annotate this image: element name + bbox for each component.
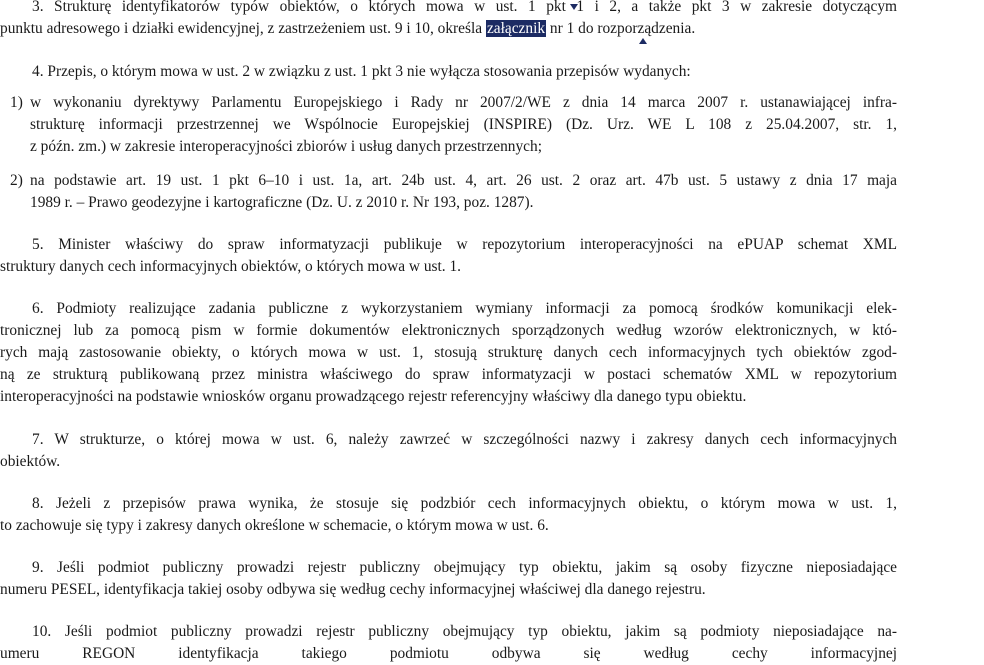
paragraph-3-line-2 bbox=[0, 18, 897, 40]
paragraph-7-line-2: obiektów. bbox=[0, 453, 61, 470]
list-item-1-line-3: z późn. zm.) w zakresie interoperacyjności zbiorów i usług danych przestrzennych; bbox=[30, 138, 542, 155]
paragraph-3-text-after-selection: nr 1 do rozporządzenia. bbox=[549, 20, 696, 37]
paragraph-5-line-1: 5. Minister właściwy do spraw informatyzacji publikuje w repozytorium interoperacyjności na ePUAP schemat XML bbox=[32, 236, 897, 253]
paragraph-6 bbox=[0, 298, 897, 408]
paragraph-4 bbox=[32, 61, 897, 83]
paragraph-6-line-5: interoperacyjności na podstawie wniosków organu prowadzącego rejestr referencyjny właściwy dla danego typu obiektu. bbox=[0, 388, 747, 405]
paragraph-10 bbox=[0, 621, 897, 665]
list-item-2-line-2: 1989 r. – Prawo geodezyjne i kartograficzne (Dz. U. z 2010 r. Nr 193, poz. 1287). bbox=[30, 194, 534, 211]
paragraph-6-line-2: tronicznej lub za pomocą pism w formie dokumentów elektronicznych sporządzonych według wzorów elektronicznych, w któ- bbox=[0, 322, 897, 339]
paragraph-6-line-4: ną ze strukturą publikowaną przez ministra właściwego do spraw informatyzacji w postaci schematów XML w repozytorium bbox=[0, 366, 897, 383]
paragraph-6-line-1: 6. Podmioty realizujące zadania publiczne z wykorzystaniem wymiany informacji za pomocą środków komunikacji elek- bbox=[32, 300, 897, 317]
paragraph-4-line-1: 4. Przepis, o którym mowa w ust. 2 w związku z ust. 1 pkt 3 nie wyłącza stosowania przepisów wydanych: bbox=[32, 63, 691, 80]
paragraph-9-line-1: 9. Jeśli podmiot publiczny prowadzi rejestr publiczny obejmujący typ obiektu, jakim są osoby fizyczne nieposiadające bbox=[32, 559, 897, 576]
paragraph-5 bbox=[0, 234, 897, 278]
list-item-1-number: 1) bbox=[10, 94, 23, 111]
paragraph-10-line-1: 10. Jeśli podmiot publiczny prowadzi rejestr publiczny obejmujący typ obiektu, jakim są podmioty nieposiadające na- bbox=[32, 623, 897, 640]
list-item-2 bbox=[0, 170, 897, 214]
list-item-2-line-1: na podstawie art. 19 ust. 1 pkt 6–10 i ust. 1a, art. 24b ust. 4, art. 26 ust. 2 oraz art. 47b ust. 5 ustawy z dnia 17 maja bbox=[30, 172, 897, 189]
paragraph-6-line-3: rych mają zastosowanie obiekty, o których mowa w ust. 1, stosują strukturę danych cech informacyjnych tych obiektów zgod- bbox=[0, 344, 897, 361]
paragraph-8-line-1: 8. Jeżeli z przepisów prawa wynika, że stosuje się podzbiór cech informacyjnych obiektu, o którym mowa w ust. 1, bbox=[32, 495, 897, 512]
paragraph-9 bbox=[0, 557, 897, 601]
paragraph-8 bbox=[0, 493, 897, 537]
list-item-1-line-1: w wykonaniu dyrektywy Parlamentu Europejskiego i Rady nr 2007/2/WE z dnia 14 marca 2007 r. ustanawiającej infra- bbox=[30, 94, 897, 111]
paragraph-3 bbox=[0, 0, 897, 40]
list-item-1 bbox=[0, 92, 897, 158]
paragraph-5-line-2: struktury danych cech informacyjnych obiektów, o których mowa w ust. 1. bbox=[0, 258, 462, 275]
paragraph-10-line-2: umeru REGON identyfikacja takiego podmiotu odbywa się według cechy informacyjnej bbox=[0, 645, 897, 662]
paragraph-8-line-2: to zachowuje się typy i zakresy danych określone w schemacie, o którym mowa w ust. 6. bbox=[0, 517, 549, 534]
paragraph-3-line-1: 3. Strukturę identyfikatorów typów obiektów, o których mowa w ust. 1 pkt 1 i 2, a także pkt 3 w zakresie dotyczącym bbox=[32, 0, 897, 15]
list-item-2-number: 2) bbox=[10, 172, 23, 189]
selected-text[interactable]: załącznik bbox=[486, 20, 546, 37]
paragraph-7 bbox=[0, 429, 897, 473]
paragraph-7-line-1: 7. W strukturze, o której mowa w ust. 6, należy zawrzeć w szczególności nazwy i zakresy danych cech informacyjnych bbox=[32, 431, 897, 448]
list-item-1-line-2: strukturę informacji przestrzennej we Wspólnocie Europejskiej (INSPIRE) (Dz. Urz. WE L 108 z 25.04.2007, str. 1, bbox=[30, 116, 897, 133]
paragraph-3-text-before-selection: punktu adresowego i działki ewidencyjnej, z zastrzeżeniem ust. 9 i 10, określa bbox=[0, 20, 483, 37]
paragraph-9-line-2: numeru PESEL, identyfikacja takiej osoby odbywa się według cechy informacyjnej właściwej dla danego rejestru. bbox=[0, 581, 706, 598]
selection-end-caret[interactable] bbox=[639, 38, 647, 44]
selection-start-caret[interactable] bbox=[570, 4, 578, 10]
